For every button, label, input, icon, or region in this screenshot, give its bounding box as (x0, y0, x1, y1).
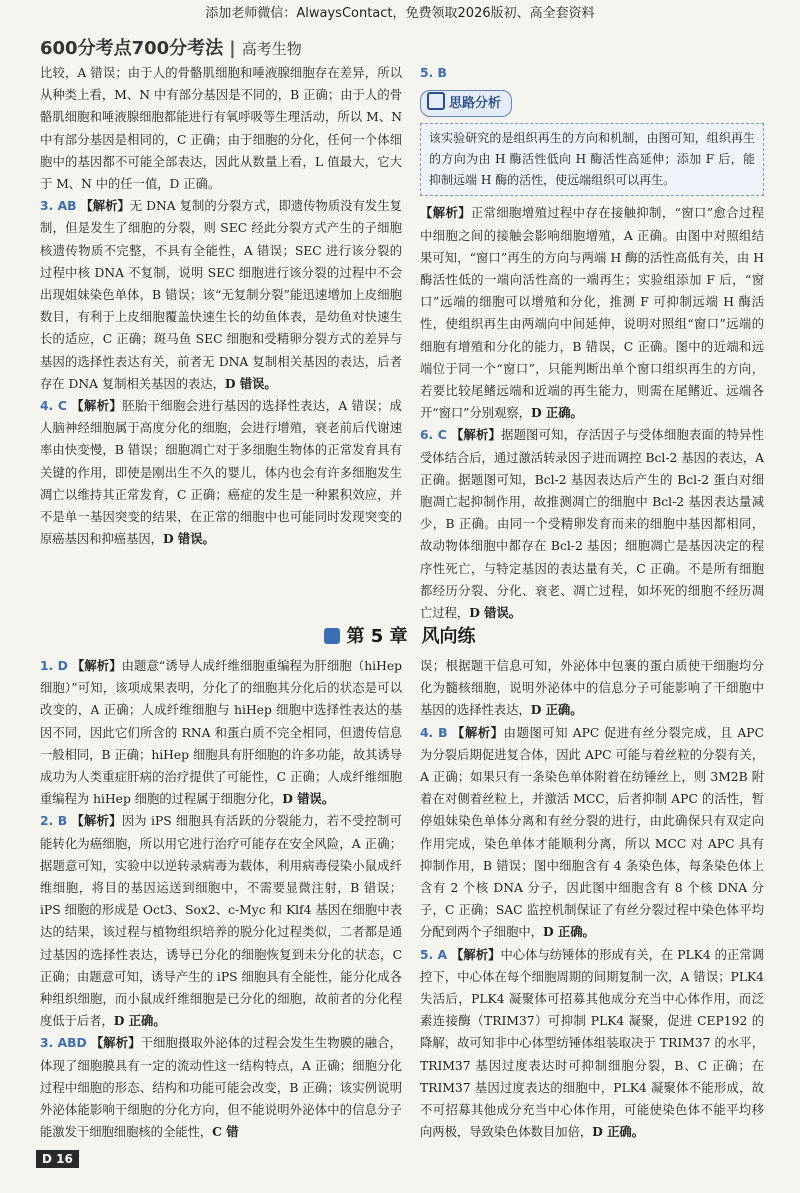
brand-header: 600分考点700分考法 | 高考生物 (40, 38, 302, 59)
answer-item-6: 6. C 【解析】据题图可知，存活因子与受体细胞表面的特异性受体结合后，通过激活转录因子进而调控 Bcl-2 基因的表达，A 正确。据题图可知，Bcl-2 基因表达后产生的 Bcl-2 蛋白对细胞凋亡起抑制作用，故推测凋亡的细胞中 Bcl-2 基因表达量减少，B 正确。由同一个受精卵发育而来的细胞中基因都相同，故动物体细胞中都存在 Bcl-2 基因；细胞凋亡是基因决定的程序性死亡，与特定基因的表达量有关，C 正确。不是所有细胞都经历分裂、分化、衰老、凋亡过程，如坏死的细胞不经历凋亡过程，D 错误。 (420, 427, 764, 621)
right-column-bottom (420, 655, 764, 1143)
answer-continuation-bottom: 误；根据题干信息可知，外泌体中包裹的蛋白质使干细胞均分化为髓核细胞，说明外泌体中的信息分子可能影响了干细胞中基因的选择性表达，D 正确。 (420, 659, 764, 718)
hint-text: 该实验研究的是组织再生的方向和机制，由图可知，组织再生的方向为由 H 酶活性低向 H 酶活性高延伸；添加 F 后，能抑制远端 H 酶的活性，使远端组织可以再生。 (420, 123, 764, 196)
answer-item-4: 4. C 【解析】胚胎干细胞会进行基因的选择性表达，A 错误；成人脑神经细胞属于高度分化的细胞，会进行增殖，衰老前后代谢速率由快变慢，B 错误；细胞凋亡对于多细胞生物体的正常发育具有关键的作用，即使是刚出生不久的婴儿，体内也会有许多细胞发生凋亡以维持其正常发育，C 正确；癌症的发生是一种累积效应，并不是单一基因突变的结果，在正常的细胞中也可能同时发现突变的原癌基因和抑癌基因，D 错误。 (40, 398, 402, 547)
answer-item-4-bottom: 4. B 【解析】由题图可知 APC 促进有丝分裂完成，且 APC 为分裂后期促进复合体，因此 APC 可能与着丝粒的分裂有关，A 正确；如果只有一条染色单体附着在纺锤丝上，则 3M2B 附着在对侧着丝粒上，并激活 MCC，后者抑制 APC 的活性，暂停姐妹染色单体分离和有丝分裂的进行，由此确保只有双定向作用完成，染色单体才能顺利分离，所以 MCC 对 APC 具有抑制作用，B 错误；图中细胞含有 4 条染色体，每条染色体上含有 2 个核 DNA 分子，因此图中细胞含有 8 个核 DNA 分子，C 正确；SAC 监控机制保证了有丝分裂过程中染色体平均分配到两个子细胞中，D 正确。 (420, 724, 764, 940)
hint-title: 思路分析 (420, 90, 512, 117)
answer-item-5: 【解析】正常细胞增殖过程中存在接触抑制，“窗口”愈合过程中细胞之间的接触会影响细胞增殖，A 正确。由图中对照组结果可知，“窗口”再生的方向与两端 H 酶的活性高低有关，由 H 酶活性低的一端向活性高的一端再生；实验组添加 F 后，“窗口”远端的细胞可以增殖和分化，推测 F 可抑制远端 H 酶活性，使组织再生由两端向中间延伸，说明对照组“窗口”远端的细胞有增殖和分化的能力，B 错误，C 正确。图中的近端和远端位于同一个“窗口”，只能判断出单个窗口组织再生的方向，若要比较尾鳍远端和近端的再生能力，则需在尾鳍近、远端各开“窗口”分别观察，D 正确。 (420, 205, 764, 421)
hint-icon (427, 92, 445, 110)
answer-item-3-bottom: 3. ABD 【解析】干细胞摄取外泌体的过程会发生生物膜的融合，体现了细胞膜具有一定的流动性这一结构特点，A 正确；细胞分化过程中细胞的形态、结构和功能可能会改变，B 正确；该实例说明外泌体能影响干细胞的分化方向，但不能说明外泌体中的信息分子能激发干细胞细胞核的全能性，C 错 (40, 1035, 402, 1140)
answer-continuation: 比较，A 错误；由于人的骨骼肌细胞和唾液腺细胞存在差异，所以从种类上看，M、N 中有部分基因是不同的，B 正确；由于人的骨骼肌细胞和唾液腺细胞都能进行有氧呼吸等生理活动，所以 M、N 中有部分基因是相同的，C 正确；由于细胞的分化，任何一个体细胞中的基因都不可能全部表达，因此从数量上看，L 值最大，它大于 M、N 中的任一值，D 正确。 (40, 66, 402, 192)
answer-item-1: 1. D 【解析】由题意“诱导人成纤维细胞重编程为肝细胞（hiHep 细胞）”可知，该项成果表明，分化了的细胞其分化后的状态是可以改变的，A 正确；人成纤维细胞与 hiHep 细胞中选择性表达的基因不同，因此它们所含的 RNA 和蛋白质不完全相同，但遗传信息一般相同，B 正确；hiHep 细胞具有肝细胞的许多功能，故其诱导成功为人类重症肝病的治疗提供了可能性，C 正确；人成纤维细胞重编程为 hiHep 细胞的过程属于细胞分化，D 错误。 (40, 658, 403, 807)
chapter-icon (324, 628, 340, 644)
answer-item-2: 2. B 【解析】因为 iPS 细胞具有活跃的分裂能力，若不受控制可能转化为癌细胞，所以用它进行治疗可能存在安全风险，A 正确；据题意可知，实验中以逆转录病毒为载体，利用病毒侵染小鼠成纤维细胞，将目的基因运送到细胞中，不需要显微注射，B 错误；iPS 细胞的形成是 Oct3、Sox2、c-Myc 和 Klf4 基因在细胞中表达的结果，该过程与植物组织培养的脱分化过程类似，二者都是通过基因的选择性表达，诱导已分化的细胞恢复到未分化的状态，C 正确；由题意可知，诱导产生的 iPS 细胞具有全能性，能分化成各种组织细胞，而小鼠成纤维细胞是已分化的细胞，故前者的分化程度低于后者，D 正确。 (40, 813, 402, 1029)
right-column-top (420, 62, 764, 624)
hint-panel (420, 90, 764, 196)
chapter-heading: 第 5 章 风向练 (0, 622, 800, 648)
subject-label: 高考生物 (241, 40, 302, 58)
left-column-top (40, 62, 402, 550)
answer-item-5-number: 5. B (420, 66, 447, 80)
brand-logo: 600分考点700分考法 (40, 38, 224, 59)
left-column-bottom (40, 655, 402, 1143)
top-note: 添加老师微信：AlwaysContact，免费领取2026版初、高全套资料 (205, 6, 595, 21)
answer-item-3: 3. AB 【解析】无 DNA 复制的分裂方式，即遗传物质没有发生复制，但是发生了细胞的分裂，则 SEC 经此分裂方式产生的子细胞核遗传物质不完整，不具有全能性，A 错误；SEC 进行该分裂的过程中核 DNA 不复制，说明 SEC 细胞进行该分裂的过程中不会出现姐妹染色单体，B 错误；该“无复制分裂”能迅速增加上皮细胞数目，有利于上皮细胞覆盖快速生长的幼鱼体表，是幼鱼对快速生长的适应，C 正确；斑马鱼 SEC 细胞和受精卵分裂方式的差异与基因的选择性表达有关，前者无 DNA 复制相关基因的表达，后者存在 DNA 复制相关基因的表达，D 错误。 (40, 198, 402, 391)
answer-item-5-bottom: 5. A 【解析】中心体与纺锤体的形成有关，在 PLK4 的正常调控下，中心体在每个细胞周期的间期复制一次，A 错误；PLK4 失活后，PLK4 凝聚体可招募其他成分充当中心体作用，而泛素连接酶（TRIM37）可抑制 PLK4 凝聚，促进 CEP192 的降解，故可知非中心体型纺锤体组装取决于 TRIM37 的水平，TRIM37 基因过度表达时可抑制细胞分裂，B、C 正确；在 TRIM37 基因过度表达的细胞中，PLK4 凝聚体不能形成，故不可招募其他成分充当中心体作用，可能使染色体不能平均移向两极，导致染色体数目加倍，D 正确。 (420, 946, 764, 1140)
page-number: D 16 (36, 1150, 79, 1168)
